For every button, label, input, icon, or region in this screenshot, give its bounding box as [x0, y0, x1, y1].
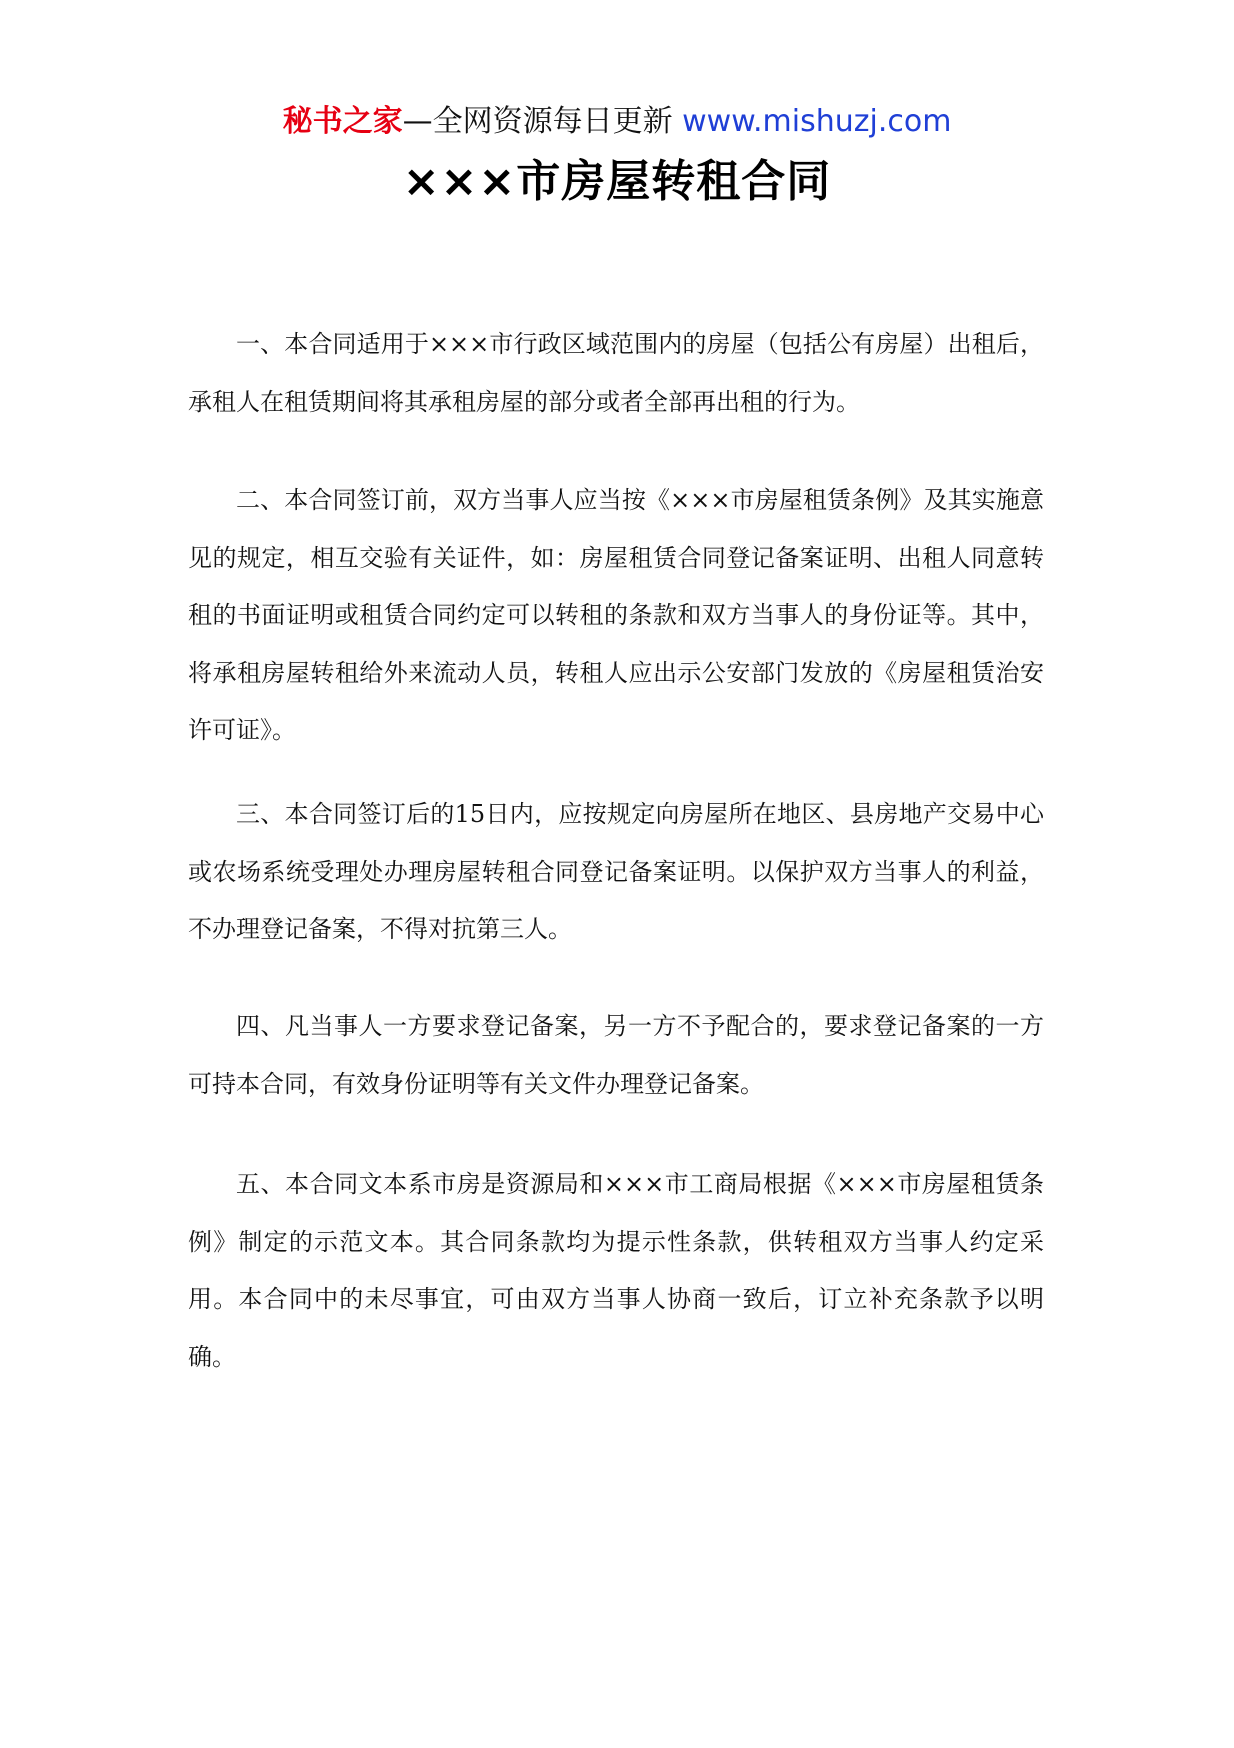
site-banner [0, 100, 1234, 144]
site-slogan: —全网资源每日更新 [402, 104, 673, 139]
clause-1: 一、本合同适用于×××市行政区域范围内的房屋（包括公有房屋）出租后，承租人在租赁期间将其承租房屋的部分或者全部再出租的行为。 [188, 330, 1044, 416]
brand-name: 秘书之家 [282, 104, 403, 139]
clause-3: 三、本合同签订后的15日内，应按规定向房屋所在地区、县房地产交易中心或农场系统受理处办理房屋转租合同登记备案证明。以保护双方当事人的利益，不办理登记备案，不得对抗第三人。 [188, 800, 1044, 943]
document-title: ×××市房屋转租合同 [402, 156, 832, 207]
site-url-link[interactable]: www.mishuzj.com [682, 104, 952, 139]
clause-4: 四、凡当事人一方要求登记备案，另一方不予配合的，要求登记备案的一方可持本合同，有效身份证明等有关文件办理登记备案。 [188, 1012, 1044, 1098]
clause-5: 五、本合同文本系市房是资源局和×××市工商局根据《×××市房屋租赁条例》制定的示范文本。其合同条款均为提示性条款，供转租双方当事人约定采用。本合同中的未尽事宜，可由双方当事人协商一致后，订立补充条款予以明确。 [188, 1170, 1044, 1371]
clause-2: 二、本合同签订前，双方当事人应当按《×××市房屋租赁条例》及其实施意见的规定，相互交验有关证件，如：房屋租赁合同登记备案证明、出租人同意转租的书面证明或租赁合同约定可以转租的条款和双方当事人的身份证等。其中，将承租房屋转租给外来流动人员，转租人应出示公安部门发放的《房屋租赁治安许可证》。 [188, 486, 1044, 744]
